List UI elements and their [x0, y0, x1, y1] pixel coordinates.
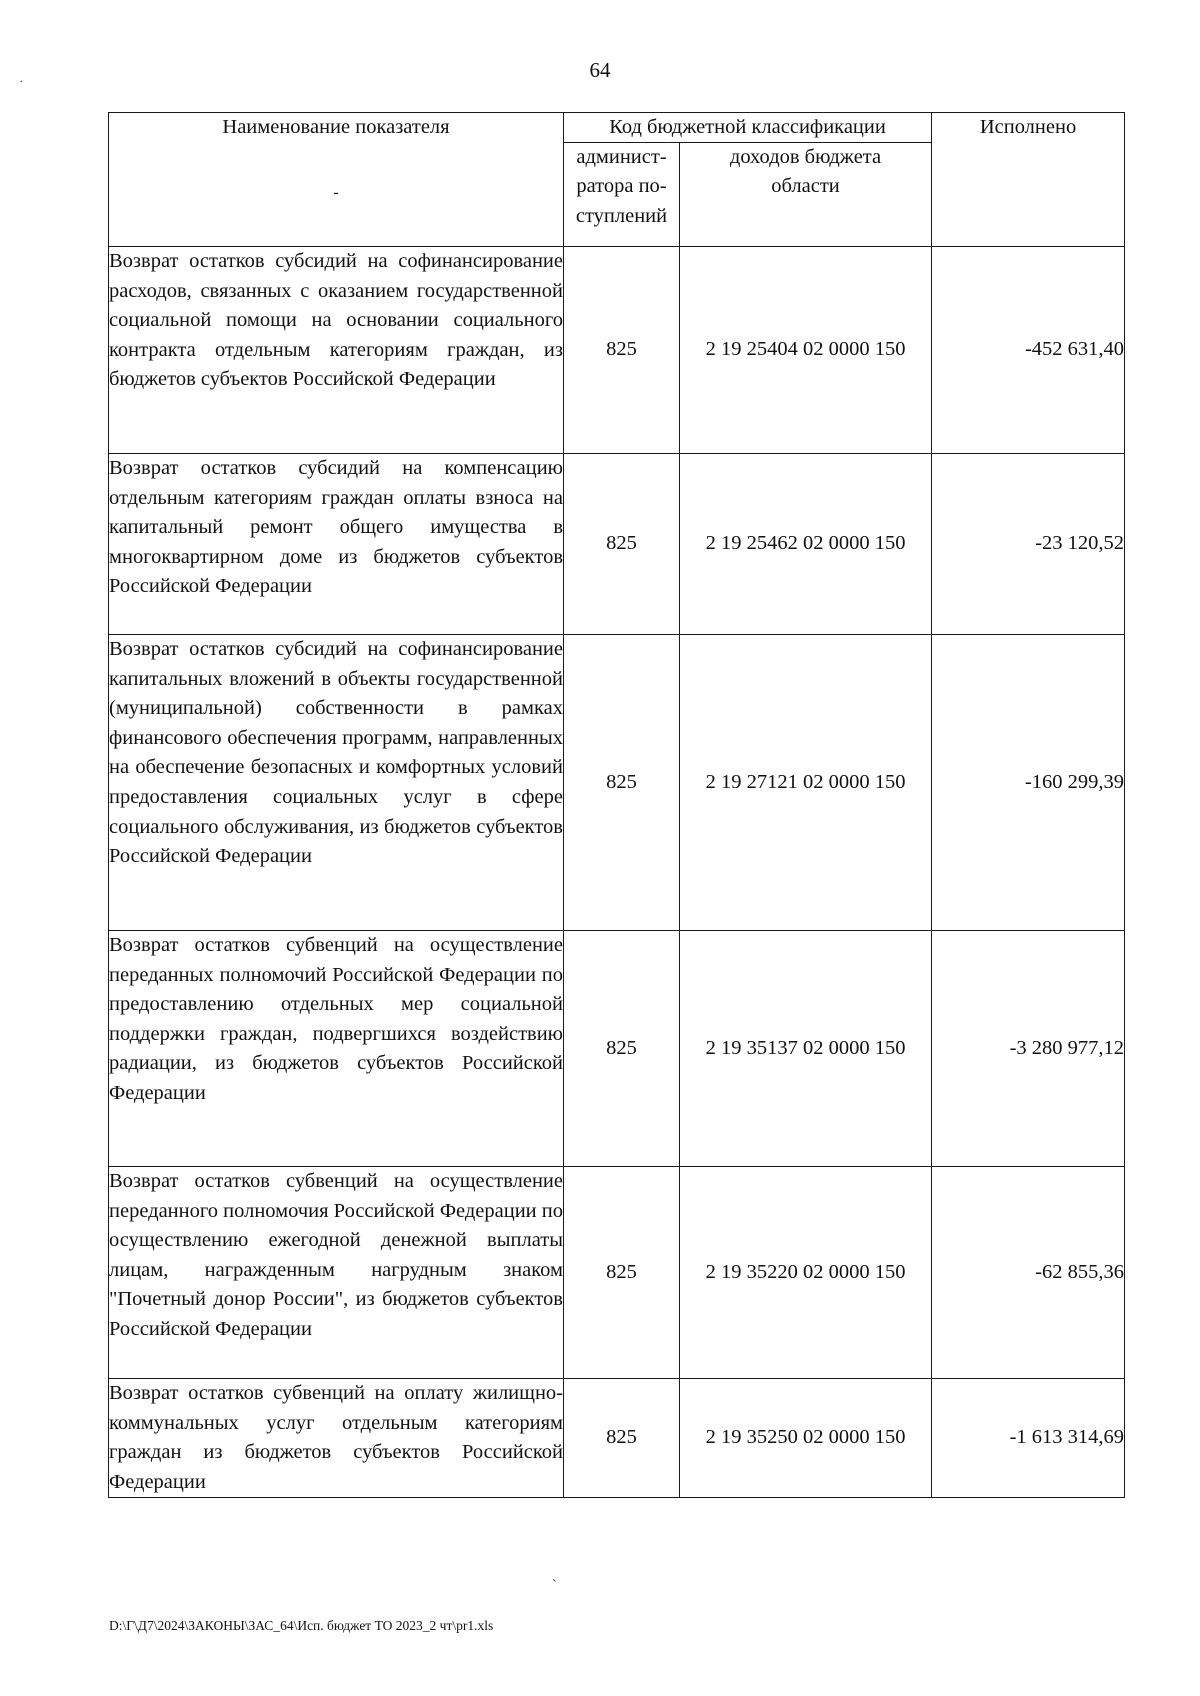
row-admin-code: 825: [564, 1379, 680, 1498]
row-name: Возврат остатков субсидий на софинансирование капитальных вложений в объекты государственной (муниципальной) собственности в рамках финансового обеспечения программ, направленных на обеспечение безопасных и комфортных условий предоставления социальных услуг в сфере социального обслуживания, из бюджетов субъектов Российской Федерации: [109, 635, 564, 931]
row-name: Возврат остатков субсидий на софинансирование расходов, связанных с оказанием государственной социальной помощи на основании социального контракта отдельным категориям граждан, из бюджетов субъектов Российской Федерации: [109, 247, 564, 454]
header-admin-line-2: ратора по-: [576, 175, 667, 198]
row-amount: -62 855,36: [932, 1167, 1125, 1379]
row-amount: -23 120,52: [932, 454, 1125, 635]
footer-file-path: D:\Г\Д7\2024\ЗАКОНЫ\ЗАС_64\Исп. бюджет ТО 2023_2 чт\pr1.xls: [109, 1618, 494, 1633]
stray-dot: .: [20, 74, 23, 85]
budget-revenue-table: [108, 112, 1125, 1498]
header-admin: [564, 143, 680, 247]
header-income: [680, 143, 932, 247]
row-income-code: 2 19 25462 02 0000 150: [680, 454, 932, 635]
header-income-line-2: области: [771, 175, 840, 198]
row-admin-code: 825: [564, 931, 680, 1167]
table-header: [109, 113, 1125, 247]
row-income-code: 2 19 35250 02 0000 150: [680, 1379, 932, 1498]
header-dash: -: [333, 183, 339, 201]
row-income-code: 2 19 27121 02 0000 150: [680, 635, 932, 931]
header-admin-line-3: ступлений: [575, 204, 668, 227]
row-income-code: 2 19 35137 02 0000 150: [680, 931, 932, 1167]
row-amount: -3 280 977,12: [932, 931, 1125, 1167]
header-name-cell: [109, 113, 564, 247]
row-admin-code: 825: [564, 635, 680, 931]
table-row: [109, 247, 1125, 454]
row-name: Возврат остатков субвенций на осуществление переданного полномочия Российской Федерации по осуществлению ежегодной денежной выплаты лицам, награжденным нагрудным знаком "Почетный донор России", из бюджетов субъектов Российской Федерации: [109, 1167, 564, 1379]
header-executed: Исполнено: [932, 113, 1125, 247]
row-income-code: 2 19 25404 02 0000 150: [680, 247, 932, 454]
table-row: [109, 454, 1125, 635]
row-name: Возврат остатков субсидий на компенсацию отдельным категориям граждан оплаты взноса на капитальный ремонт общего имущества в многоквартирном доме из бюджетов субъектов Российской Федерации: [109, 454, 564, 635]
row-name: Возврат остатков субвенций на оплату жилищно-коммунальных услуг отдельным категориям граждан из бюджетов субъектов Российской Федерации: [109, 1379, 564, 1498]
row-admin-code: 825: [564, 454, 680, 635]
row-name: Возврат остатков субвенций на осуществление переданных полномочий Российской Федерации по предоставлению отдельных мер социальной поддержки граждан, подвергшихся воздействию радиации, из бюджетов субъектов Российской Федерации: [109, 931, 564, 1167]
page-number: 64: [589, 58, 611, 82]
table-row: [109, 1167, 1125, 1379]
row-amount: -1 613 314,69: [932, 1379, 1125, 1498]
header-admin-line-1: админист-: [576, 146, 667, 168]
row-income-code: 2 19 35220 02 0000 150: [680, 1167, 932, 1379]
table-row: [109, 635, 1125, 931]
header-name: Наименование показателя: [222, 116, 450, 138]
header-income-line-1: доходов бюджета: [729, 146, 882, 168]
stray-mark: `: [552, 1578, 557, 1593]
row-amount: -160 299,39: [932, 635, 1125, 931]
row-admin-code: 825: [564, 1167, 680, 1379]
header-code-group: Код бюджетной классификации: [564, 113, 932, 143]
table-body: [109, 247, 1125, 1498]
row-amount: -452 631,40: [932, 247, 1125, 454]
table-row: [109, 931, 1125, 1167]
table-row: [109, 1379, 1125, 1498]
row-admin-code: 825: [564, 247, 680, 454]
